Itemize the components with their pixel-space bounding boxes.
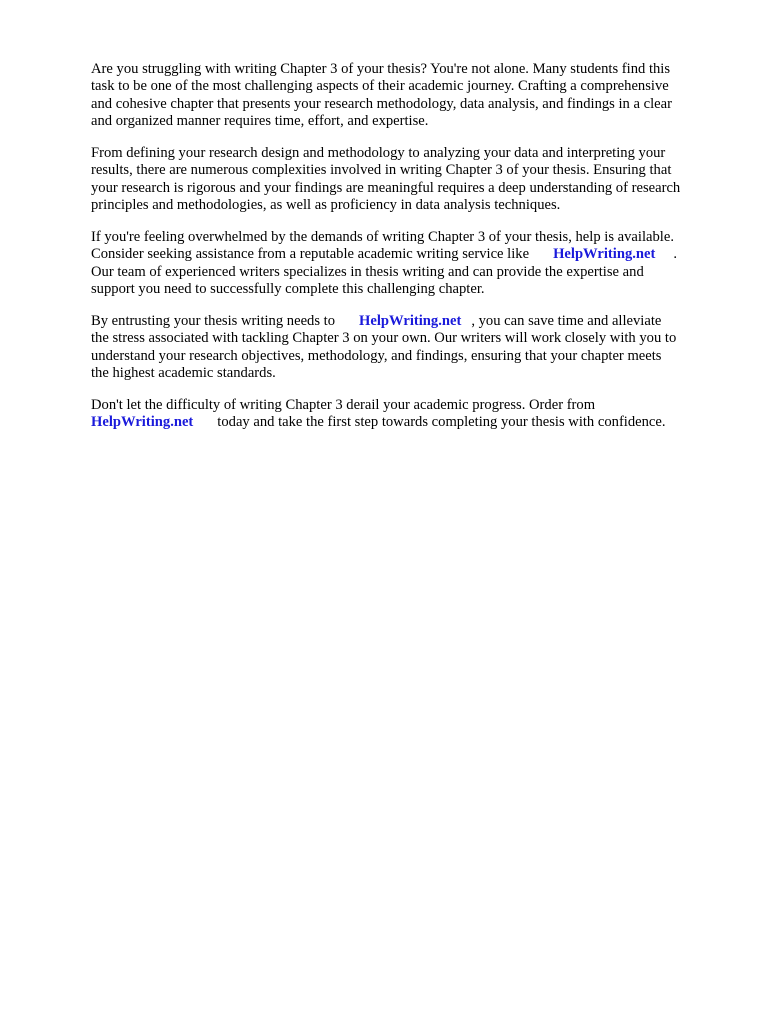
paragraph-entrusting (91, 313, 676, 383)
text-line: task to be one of the most challenging aspects of their academic journey. Crafting a comprehensive (91, 78, 669, 95)
text-line (91, 246, 677, 263)
text-segment: . (673, 246, 678, 263)
text-line (91, 313, 676, 330)
text-line: understand your research objectives, methodology, and findings, ensuring that your chapter meets (91, 347, 662, 364)
text-line: and organized manner requires time, effort, and expertise. (91, 113, 429, 130)
text-line: results, there are numerous complexities involved in writing Chapter 3 of your thesis. Ensuring that (91, 162, 672, 179)
helpwriting-link[interactable]: HelpWriting.net (553, 246, 656, 263)
text-segment: Consider seeking assistance from a reputable academic writing service like (91, 246, 530, 263)
helpwriting-link[interactable]: HelpWriting.net (91, 414, 194, 431)
text-line: support you need to successfully complete this challenging chapter. (91, 281, 485, 298)
text-line: and cohesive chapter that presents your research methodology, data analysis, and findings in a clear (91, 95, 672, 112)
text-line: principles and methodologies, as well as proficiency in data analysis techniques. (91, 197, 561, 214)
text-line (91, 414, 666, 431)
text-line: your research is rigorous and your findings are meaningful requires a deep understanding of research (91, 179, 681, 196)
text-line: Our team of experienced writers specializes in thesis writing and can provide the expertise and (91, 263, 644, 280)
text-line: the highest academic standards. (91, 365, 276, 382)
text-line: From defining your research design and methodology to analyzing your data and interpreting your (91, 145, 666, 161)
text-line: If you're feeling overwhelmed by the demands of writing Chapter 3 of your thesis, help is available. (91, 229, 674, 245)
helpwriting-link[interactable]: HelpWriting.net (359, 313, 462, 329)
text-segment: By entrusting your thesis writing needs to (91, 313, 336, 329)
text-line: Don't let the difficulty of writing Chapter 3 derail your academic progress. Order from (91, 397, 596, 413)
paragraph-call-to-action (91, 397, 666, 432)
text-segment: , you can save time and alleviate (471, 313, 662, 329)
paragraph-intro (91, 61, 672, 131)
paragraph-complexities (91, 145, 680, 215)
text-line: the stress associated with tackling Chapter 3 on your own. Our writers will work closely with you to (91, 330, 677, 347)
paragraph-help-available (91, 229, 677, 299)
text-segment: today and take the first step towards completing your thesis with confidence. (217, 414, 666, 431)
text-line: Are you struggling with writing Chapter 3 of your thesis? You're not alone. Many students find this (91, 61, 671, 77)
